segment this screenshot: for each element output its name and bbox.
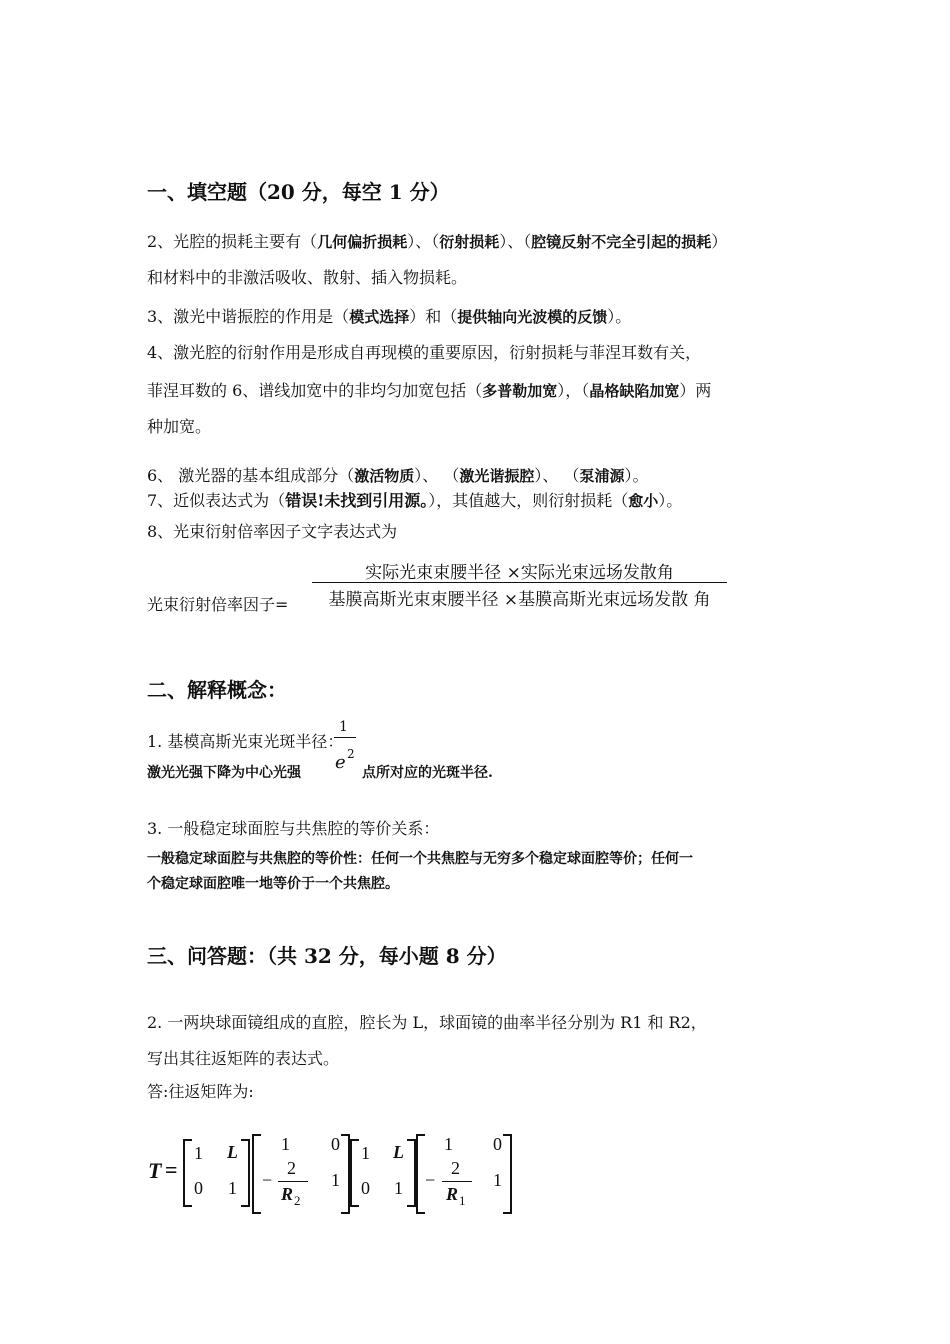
q6-prefix: 6、 激光器的基本组成部分（ — [147, 466, 355, 485]
q2-answer-1: 几何偏折损耗 — [317, 233, 408, 251]
m2-a12: 0 — [331, 1134, 340, 1154]
m4-left-bracket — [416, 1134, 425, 1214]
q3-suffix: ）。 — [607, 307, 632, 326]
m4-a12: 0 — [493, 1134, 502, 1154]
q2-suffix: ） — [711, 232, 728, 251]
q4-line2 — [147, 378, 711, 401]
q6-sep2: ）、 （ — [534, 466, 580, 485]
q8-numerator: 实际光束束腰半径 ×实际光束远场发散角 — [365, 563, 674, 583]
q8-lhs: 光束衍射倍率因子= — [147, 595, 289, 614]
m4-a11: 1 — [444, 1134, 453, 1154]
q3-prefix: 3、激光中谐振腔的作用是（ — [147, 307, 350, 326]
concept3-answer-line1: 一般稳定球面腔与共焦腔的等价性：任何一个共焦腔与无穷多个稳定球面腔等价；任何一 — [147, 851, 693, 867]
q4-suffix: ）两 — [679, 381, 712, 400]
m2-right-bracket — [341, 1134, 350, 1214]
q6-answer-3: 泵浦源 — [579, 467, 625, 485]
section3-heading: 三、问答题：（共 32 分，每小题 8 分） — [147, 944, 507, 968]
concept1-frac-line — [334, 737, 356, 738]
q2-answer-3: 腔镜反射不完全引起的损耗 — [531, 233, 712, 251]
q6-answer-1: 激活物质 — [354, 467, 415, 485]
m1-right-bracket — [241, 1139, 250, 1207]
q3-answer-1: 模式选择 — [349, 308, 410, 326]
m2-frac-R: R — [281, 1184, 294, 1204]
m3-a22: 1 — [394, 1178, 403, 1198]
concept1-e: e — [335, 752, 346, 773]
q6-line — [147, 463, 649, 486]
q2-sep2: ）、（ — [499, 232, 532, 251]
q3-mid: ）和（ — [409, 307, 458, 326]
m1-a12: L — [227, 1142, 238, 1162]
concept1-answer-suffix: 点所对应的光斑半径. — [362, 765, 493, 781]
q4-line3: 种加宽。 — [147, 417, 212, 436]
m3-a21: 0 — [361, 1178, 370, 1198]
q7-error-ref: 错误!未找到引用源。 — [285, 491, 429, 510]
m4-frac-line — [442, 1181, 472, 1182]
q2-answer-2: 衍射损耗 — [439, 233, 500, 251]
q7-prefix: 7、近似表达式为（ — [147, 491, 286, 510]
m2-a22: 1 — [331, 1170, 340, 1190]
q3-2-line1: 2. 一两块球面镜组成的直腔，腔长为 L，球面镜的曲率半径分别为 R1 和 R2， — [147, 1013, 707, 1032]
q8-text: 8、光束衍射倍率因子文字表达式为 — [147, 522, 398, 541]
m3-right-bracket — [407, 1139, 416, 1207]
q6-answer-2: 激光谐振腔 — [459, 467, 535, 485]
m2-frac-line — [278, 1181, 308, 1182]
m3-left-bracket — [350, 1139, 359, 1207]
m2-a11: 1 — [281, 1134, 290, 1154]
q8-fraction-line — [312, 582, 727, 583]
m3-a11: 1 — [361, 1143, 370, 1163]
q6-sep1: ）、 （ — [414, 466, 460, 485]
m4-right-bracket — [503, 1134, 512, 1214]
m4-frac-num: 2 — [451, 1158, 460, 1178]
m2-left-bracket — [252, 1134, 261, 1214]
q4-answer-2: 晶格缺陷加宽 — [589, 382, 680, 400]
section2-heading: 二、解释概念： — [147, 678, 287, 702]
m1-a11: 1 — [194, 1143, 203, 1163]
q8-denominator: 基膜高斯光束束腰半径 ×基膜高斯光束远场发散 角 — [328, 590, 711, 610]
concept1-answer-prefix: 激光光强下降为中心光强 — [147, 765, 301, 781]
q3-answer-2: 提供轴向光波模的反馈 — [457, 308, 608, 326]
q2-line2: 和材料中的非激活吸收、散射、插入物损耗。 — [147, 268, 468, 287]
m4-minus: − — [425, 1170, 436, 1190]
q3-line — [147, 304, 631, 327]
m2-minus: − — [262, 1170, 273, 1190]
q7-answer: 愈小 — [628, 492, 659, 510]
m4-frac-R: R — [446, 1184, 459, 1204]
concept1-exponent: 2 — [347, 747, 355, 761]
q7-mid: ），其值越大，则衍射损耗（ — [428, 491, 629, 510]
concept1-frac-numerator: 1 — [339, 719, 348, 735]
m4-a22: 1 — [493, 1170, 502, 1190]
q3-2-line2: 写出其往返矩阵的表达式。 — [147, 1049, 340, 1068]
q6-suffix: ）。 — [624, 466, 649, 485]
concept3-answer-line2: 个稳定球面腔唯一地等价于一个共焦腔。 — [147, 876, 399, 892]
m1-a21: 0 — [194, 1178, 203, 1198]
m4-frac-R-sub: 1 — [459, 1193, 466, 1208]
q2-sep1: ）、（ — [407, 232, 440, 251]
q4-mid: ），（ — [557, 381, 590, 400]
concept1-title: 1. 基模高斯光束光斑半径： — [147, 732, 344, 751]
matrix-equals: = — [165, 1157, 178, 1182]
q2-line1 — [147, 229, 727, 252]
q4-line1: 4、激光腔的衍射作用是形成自再现模的重要原因，衍射损耗与菲涅耳数有关， — [147, 343, 702, 362]
q4-prefix: 菲涅耳数的 6、谱线加宽中的非均匀加宽包括（ — [147, 381, 483, 400]
q3-2-answer: 答:往返矩阵为: — [147, 1082, 254, 1101]
q7-line — [147, 488, 682, 511]
m1-left-bracket — [183, 1139, 192, 1207]
matrix-T: T — [148, 1158, 162, 1183]
m2-frac-R-sub: 2 — [294, 1193, 301, 1208]
q4-answer-1: 多普勒加宽 — [482, 382, 558, 400]
concept3-title: 3. 一般稳定球面腔与共焦腔的等价关系： — [147, 819, 440, 838]
section1-heading: 一、填空题（20 分，每空 1 分） — [147, 180, 450, 204]
m1-a22: 1 — [228, 1178, 237, 1198]
q2-prefix: 2、光腔的损耗主要有（ — [147, 232, 318, 251]
m3-a12: L — [393, 1142, 404, 1162]
m2-frac-num: 2 — [287, 1158, 296, 1178]
q7-suffix: ）。 — [658, 491, 683, 510]
